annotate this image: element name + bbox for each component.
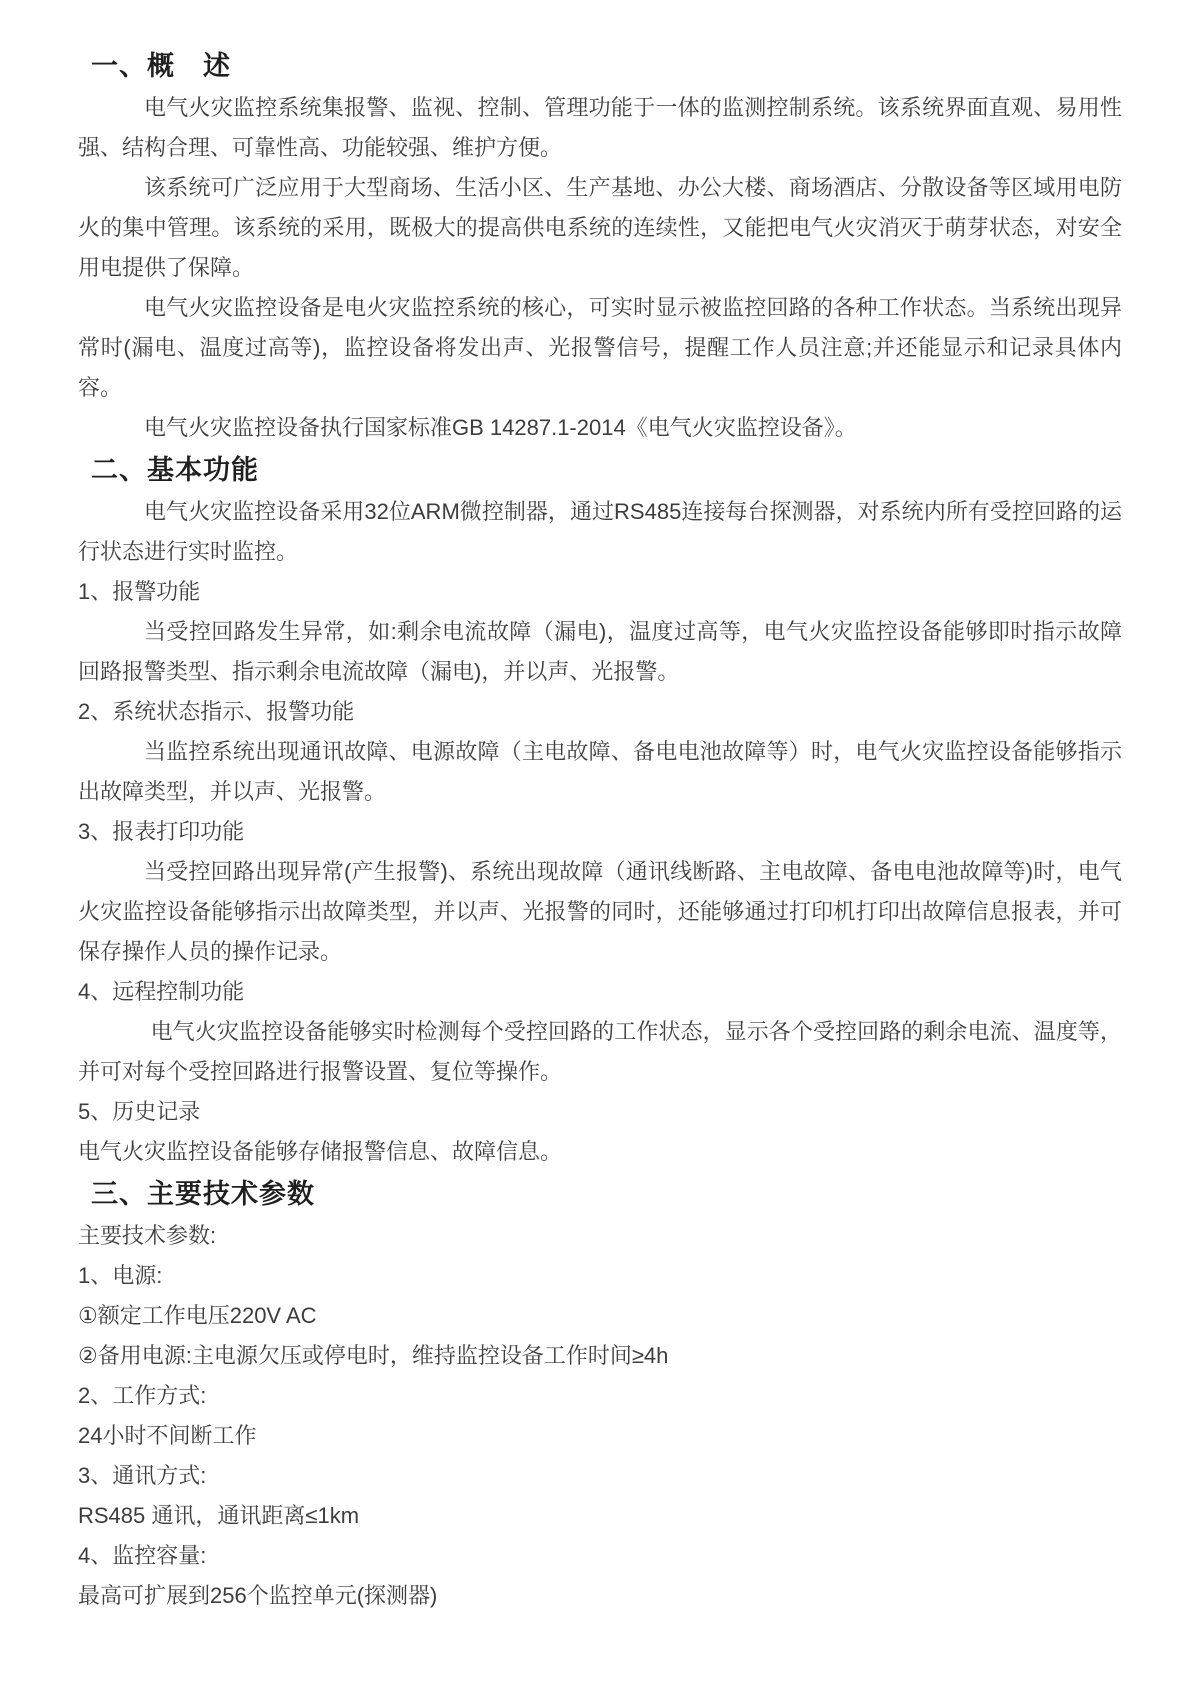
list-item-report-printing: 3、报表打印功能 <box>78 819 245 844</box>
list-item-history-record: 5、历史记录 <box>78 1099 201 1124</box>
list-item-alarm-function: 1、报警功能 <box>78 579 201 604</box>
spec-rated-voltage: ①额定工作电压220V AC <box>78 1303 317 1328</box>
paragraph: 电气火灾监控系统集报警、监视、控制、管理功能于一体的监测控制系统。该系统界面直观、易用性强、结构合理、可靠性高、功能较强、维护方便。 <box>78 95 1122 160</box>
list-item-communication-mode: 3、通讯方式: <box>78 1463 207 1488</box>
section-overview <box>78 44 1122 448</box>
list-item-monitoring-capacity: 4、监控容量: <box>78 1543 207 1568</box>
paragraph: 电气火灾监控设备能够存储报警信息、故障信息。 <box>78 1139 563 1164</box>
paragraph: 电气火灾监控设备采用32位ARM微控制器，通过RS485连接每台探测器，对系统内所有受控回路的运行状态进行实时监控。 <box>78 499 1122 564</box>
spec-backup-power: ②备用电源:主电源欠压或停电时，维持监控设备工作时间≥4h <box>78 1343 669 1368</box>
list-item-remote-control: 4、远程控制功能 <box>78 979 245 1004</box>
section-technical-parameters <box>78 1172 1122 1616</box>
paragraph: 当受控回路发生异常，如:剩余电流故障（漏电)，温度过高等，电气火灾监控设备能够即时指示故障回路报警类型、指示剩余电流故障（漏电)，并以声、光报警。 <box>78 619 1122 684</box>
heading-basic-functions: 二、基本功能 <box>91 455 259 485</box>
heading-technical-parameters: 三、主要技术参数 <box>91 1179 315 1209</box>
heading-overview: 一、概 述 <box>91 51 231 81</box>
list-item-power-supply: 1、电源: <box>78 1263 163 1288</box>
paragraph: 当受控回路出现异常(产生报警)、系统出现故障（通讯线断路、主电故障、备电电池故障等)时，电气火灾监控设备能够指示出故障类型，并以声、光报警的同时，还能够通过打印机打印出故障信息报表，并可保存操作人员的操作记录。 <box>78 859 1122 964</box>
paragraph: 电气火灾监控设备是电火灾监控系统的核心，可实时显示被监控回路的各种工作状态。当系统出现异常时(漏电、温度过高等)，监控设备将发出声、光报警信号，提醒工作人员注意;并还能显示和记录具体内容。 <box>78 295 1122 400</box>
paragraph: 主要技术参数: <box>78 1223 217 1248</box>
paragraph: 电气火灾监控设备能够实时检测每个受控回路的工作状态，显示各个受控回路的剩余电流、温度等，并可对每个受控回路进行报警设置、复位等操作。 <box>78 1019 1122 1084</box>
spec-communication: RS485 通讯，通讯距离≤1km <box>78 1503 360 1528</box>
spec-working-mode: 24小时不间断工作 <box>78 1423 257 1448</box>
section-basic-functions <box>78 448 1122 1172</box>
list-item-status-indication: 2、系统状态指示、报警功能 <box>78 699 355 724</box>
spec-capacity: 最高可扩展到256个监控单元(探测器) <box>78 1583 438 1608</box>
list-item-working-mode: 2、工作方式: <box>78 1383 207 1408</box>
paragraph: 当监控系统出现通讯故障、电源故障（主电故障、备电电池故障等）时，电气火灾监控设备能够指示出故障类型，并以声、光报警。 <box>78 739 1122 804</box>
paragraph: 电气火灾监控设备执行国家标准GB 14287.1-2014《电气火灾监控设备》。 <box>144 415 857 440</box>
paragraph: 该系统可广泛应用于大型商场、生活小区、生产基地、办公大楼、商场酒店、分散设备等区域用电防火的集中管理。该系统的采用，既极大的提高供电系统的连续性，又能把电气火灾消灭于萌芽状态，对安全用电提供了保障。 <box>78 175 1122 280</box>
